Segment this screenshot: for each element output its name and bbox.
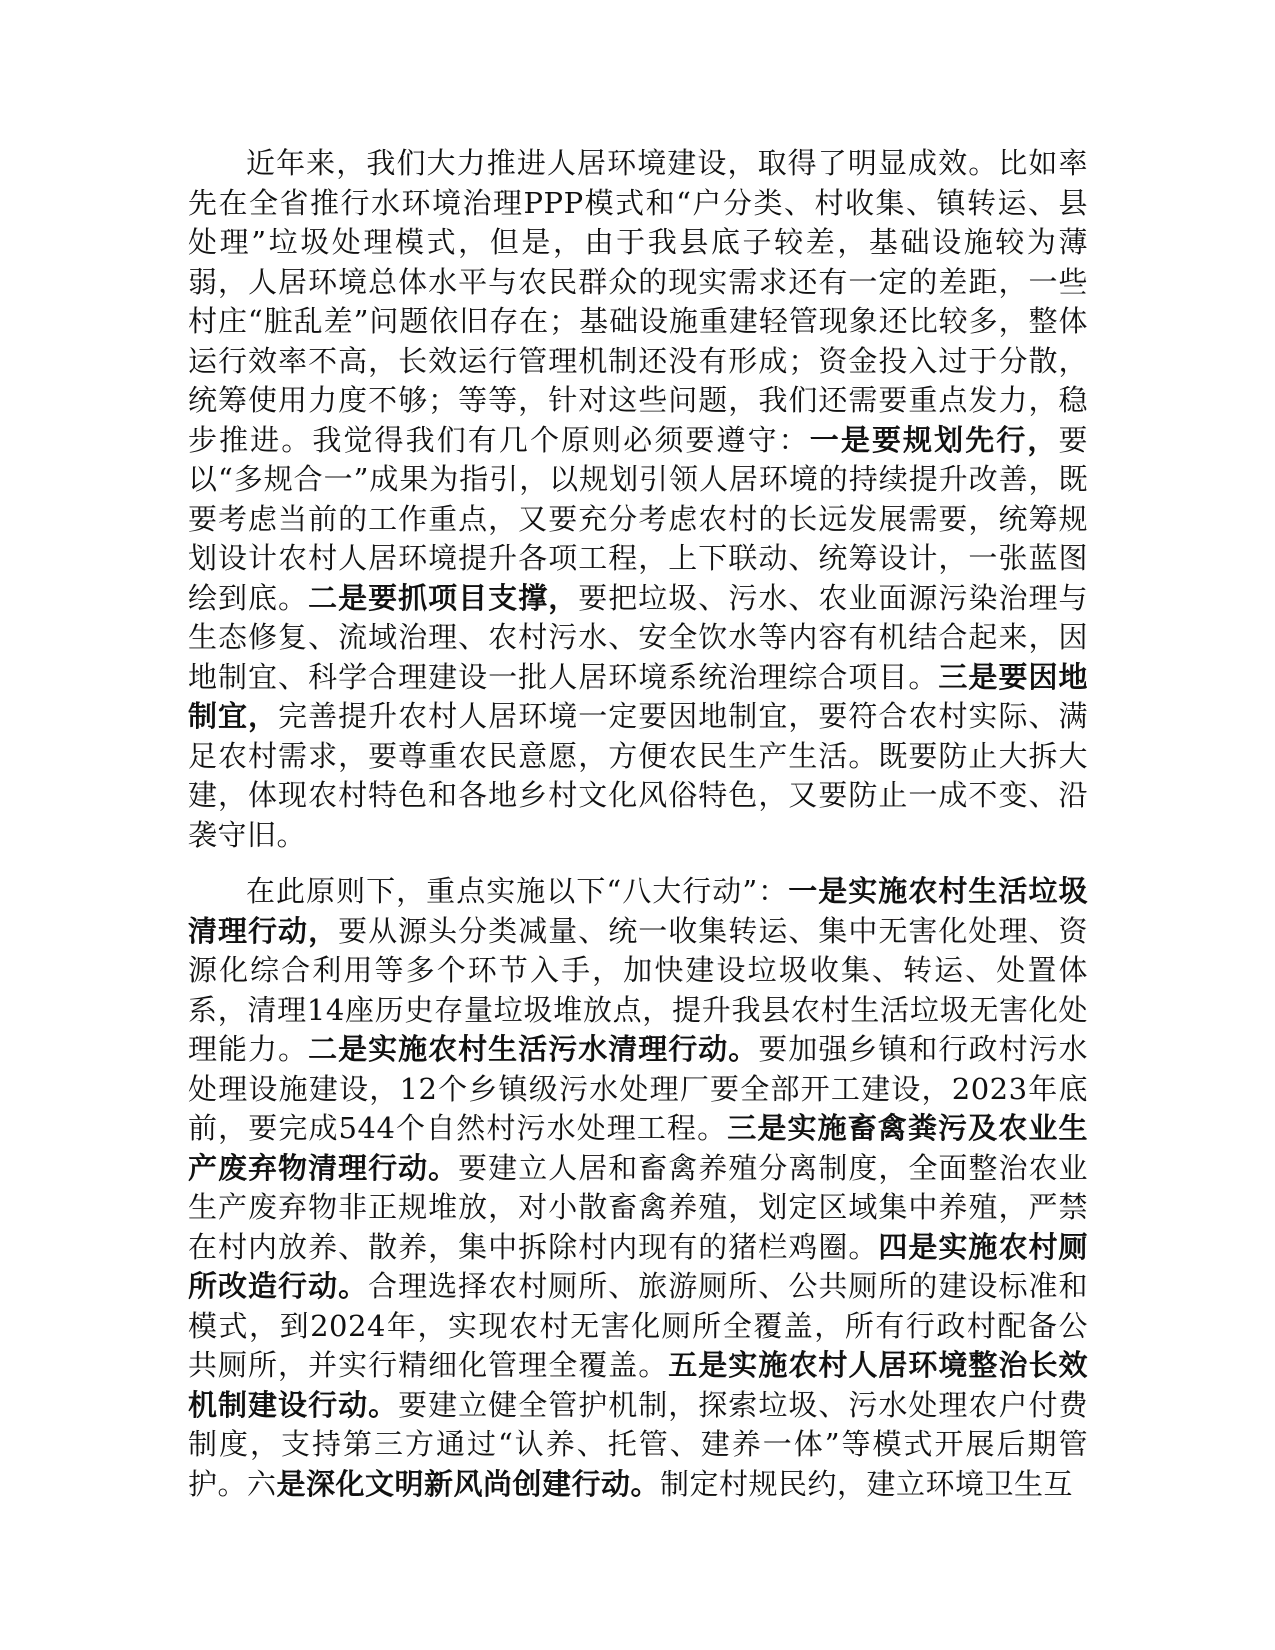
bold-heading: 一是要规划先行， bbox=[809, 422, 1059, 457]
document-page bbox=[188, 144, 1088, 1504]
text-segment: 要从源头分类减量、统一收集转运、集中无害化处理、资源化综合利用等多个环节入手，加快建设垃圾收集、转运、处置体系，清理14座历史存量垃圾堆放点，提升我县农村生活垃圾无害化处理能力。 bbox=[188, 913, 1088, 1066]
text-segment: 制定村规民约，建立环境卫生互 bbox=[660, 1466, 1074, 1501]
text-segment: 近年来，我们大力推进人居环境建设，取得了明显成效。比如率先在全省推行水环境治理PPP模式和“户分类、村收集、镇转运、县处理”垃圾处理模式，但是，由于我县底子较差，基础设施较为薄弱，人居环境总体水平与农民群众的现实需求还有一定的差距，一些村庄“脏乱差”问题依旧存在；基础设施重建轻管现象还比较多，整体运行效率不高，长效运行管理机制还没有形成；资金投入过于分散，统筹使用力度不够；等等，针对这些问题，我们还需要重点发力，稳步推进。我觉得我们有几个原则必须要遵守： bbox=[188, 146, 1088, 457]
bold-heading: 四是实施农村厕所改造行动。 bbox=[188, 1229, 1088, 1303]
text-segment: 要以“多规合一”成果为指引，以规划引领人居环境的持续提升改善，既要考虑当前的工作重点，又要充分考虑农村的长远发展需要，统筹规划设计农村人居环境提升各项工程，上下联动、统筹设计，一张蓝图绘到底。 bbox=[188, 422, 1088, 615]
text-segment: 完善提升农村人居环境一定要因地制宜，要符合农村实际、满足农村需求，要尊重农民意愿，方便农民生产生活。既要防止大拆大建，体现农村特色和各地乡村文化风俗特色，又要防止一成不变、沿袭守旧。 bbox=[188, 699, 1088, 852]
bold-heading: 是深化文明新风尚创建行动。 bbox=[276, 1466, 661, 1501]
bold-heading: 二是要抓项目支撑， bbox=[308, 580, 579, 615]
bold-heading: 三是要因地制宜， bbox=[188, 659, 1088, 733]
bold-heading: 二是实施农村生活污水清理行动。 bbox=[308, 1032, 759, 1066]
text-segment: 要加强乡镇和行政村污水处理设施建设，12个乡镇级污水处理厂要全部开工建设，2023年底前，要完成544个自然村污水处理工程。 bbox=[188, 1032, 1088, 1145]
bold-heading: 五是实施农村人居环境整治长效机制建设行动。 bbox=[188, 1348, 1088, 1422]
text-segment: 在此原则下，重点实施以下“八大行动”： bbox=[246, 874, 789, 908]
bold-heading: 一是实施农村生活垃圾清理行动， bbox=[188, 874, 1088, 948]
text-segment: 要建立人居和畜禽养殖分离制度，全面整治农业生产废弃物非正规堆放，对小散畜禽养殖，划定区域集中养殖，严禁在村内放养、散养，集中拆除村内现有的猪栏鸡圈。 bbox=[188, 1150, 1088, 1264]
paragraph-eight-actions bbox=[188, 872, 1088, 1504]
paragraph-principles bbox=[188, 144, 1088, 855]
text-segment: 合理选择农村厕所、旅游厕所、公共厕所的建设标准和模式，到2024年，实现农村无害化厕所全覆盖，所有行政村配备公共厕所，并实行精细化管理全覆盖。 bbox=[188, 1269, 1088, 1382]
text-segment: 要把垃圾、污水、农业面源污染治理与生态修复、流域治理、农村污水、安全饮水等内容有机结合起来，因地制宜、科学合理建设一批人居环境系统治理综合项目。 bbox=[188, 580, 1088, 694]
bold-heading: 三是实施畜禽粪污及农业生产废弃物清理行动。 bbox=[188, 1111, 1088, 1185]
text-segment: 要建立健全管护机制，探索垃圾、污水处理农户付费制度，支持第三方通过“认养、托管、建养一体”等模式开展后期管护。六 bbox=[188, 1387, 1088, 1501]
